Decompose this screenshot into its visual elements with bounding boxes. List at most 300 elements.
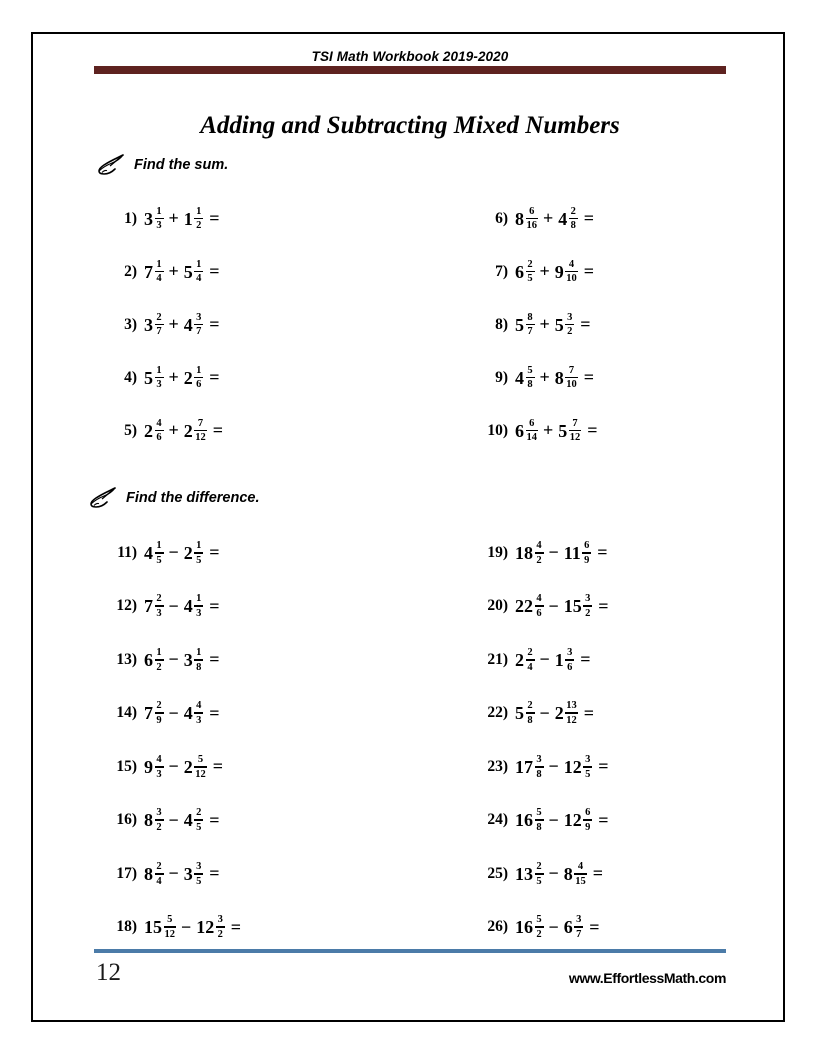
denominator: 5 <box>196 875 202 887</box>
numerator: 8 <box>527 311 533 323</box>
mixed-number-left <box>515 807 544 833</box>
problem-column-right <box>410 580 787 634</box>
numerator: 5 <box>527 364 533 376</box>
operator: + <box>539 261 550 281</box>
fraction-bar <box>194 766 207 768</box>
whole-part: 2 <box>183 542 193 563</box>
fraction-part <box>535 914 544 940</box>
mixed-number-right <box>555 312 575 338</box>
problem-number: 2) <box>124 262 137 280</box>
equals-sign: = <box>598 809 609 830</box>
whole-part: 8 <box>563 863 573 884</box>
equals-sign: = <box>209 809 220 830</box>
mixed-number-right <box>184 206 204 232</box>
whole-part: 3 <box>183 649 193 670</box>
fraction-part <box>155 259 164 285</box>
fraction-bar <box>216 926 225 928</box>
problem-number: 4) <box>124 368 137 386</box>
fraction-part <box>194 312 203 338</box>
problem-column-right <box>410 245 787 298</box>
fraction-part <box>535 593 544 619</box>
operator: + <box>168 420 179 440</box>
fraction-part <box>535 754 544 780</box>
denominator: 3 <box>196 608 202 620</box>
mixed-number-left <box>144 593 164 619</box>
whole-part: 7 <box>144 596 153 617</box>
fraction-bar <box>535 552 544 554</box>
denominator: 4 <box>527 661 533 673</box>
fraction-part <box>582 540 591 566</box>
problem-number: 26) <box>487 918 508 936</box>
numerator: 4 <box>536 539 542 551</box>
page-title: Adding and Subtracting Mixed Numbers <box>200 111 620 139</box>
fraction-part <box>194 365 203 391</box>
section-label: Find the difference. <box>126 490 260 506</box>
equals-sign: = <box>212 756 224 777</box>
problem-row <box>33 192 787 245</box>
fraction-bar <box>155 712 164 714</box>
mixed-number-left <box>144 861 164 887</box>
problem-number: 13) <box>116 650 137 668</box>
website-url: www.EffortlessMath.com <box>568 970 726 986</box>
whole-part: 8 <box>144 810 153 831</box>
mixed-number-right <box>564 914 584 940</box>
whole-part: 4 <box>183 314 193 335</box>
fraction-part <box>194 647 203 673</box>
mixed-number-right <box>184 807 204 833</box>
equals-sign: = <box>212 420 224 440</box>
numerator: 1 <box>156 364 162 376</box>
fraction-bar <box>194 712 203 714</box>
whole-part: 2 <box>183 756 193 777</box>
fraction-bar <box>565 271 578 273</box>
mixed-number-right <box>555 259 578 285</box>
problem-row <box>33 687 787 741</box>
problem-row <box>33 298 787 351</box>
fraction-part <box>535 540 544 566</box>
fraction-part <box>194 593 203 619</box>
fraction-part <box>194 861 203 887</box>
fraction-bar <box>535 873 544 875</box>
fraction-bar <box>155 552 164 554</box>
problem-number: 25) <box>487 864 508 882</box>
equals-sign: = <box>209 367 220 387</box>
numerator: 2 <box>156 860 162 872</box>
fraction-bar <box>155 430 164 432</box>
problem-item <box>113 687 410 741</box>
problem-number: 15) <box>116 757 137 775</box>
mixed-number-right <box>564 593 593 619</box>
mixed-number-left <box>515 647 535 673</box>
numerator: 7 <box>568 364 575 376</box>
numerator: 2 <box>536 860 542 872</box>
denominator: 2 <box>196 220 202 232</box>
problem-number: 8) <box>495 315 508 333</box>
numerator: 3 <box>585 753 591 765</box>
fraction-bar <box>526 377 535 379</box>
denominator: 12 <box>195 432 206 444</box>
operator: + <box>168 261 179 281</box>
fraction-part <box>526 312 535 338</box>
problem-item <box>113 192 410 245</box>
problem-item <box>484 794 787 848</box>
problem-number: 22) <box>487 704 508 722</box>
problem-row <box>33 404 787 457</box>
denominator: 5 <box>527 273 533 285</box>
problem-column-left <box>33 580 410 634</box>
denominator: 3 <box>156 220 162 232</box>
fraction-part <box>574 914 583 940</box>
operator: + <box>168 314 179 334</box>
mixed-number-left <box>515 700 535 726</box>
mixed-number-left <box>144 754 164 780</box>
numerator: 13 <box>566 700 577 712</box>
numerator: 2 <box>156 700 162 712</box>
mixed-number-left <box>515 418 538 444</box>
problem-number: 6) <box>495 209 508 227</box>
mixed-number-right <box>184 647 204 673</box>
problem-number: 18) <box>116 918 137 936</box>
numerator: 1 <box>156 539 162 551</box>
fraction-bar <box>565 659 574 661</box>
mixed-number-right <box>564 540 592 566</box>
problem-number: 14) <box>116 704 137 722</box>
denominator: 8 <box>527 715 533 727</box>
denominator: 8 <box>536 822 542 834</box>
equals-sign: = <box>209 702 220 723</box>
denominator: 5 <box>196 822 202 834</box>
operator: + <box>543 420 554 440</box>
problem-item <box>484 847 787 901</box>
denominator: 6 <box>567 661 573 673</box>
mixed-number-right <box>555 365 578 391</box>
problem-column-left <box>33 526 410 580</box>
operator: − <box>168 863 179 884</box>
numerator: 6 <box>529 205 535 217</box>
denominator: 2 <box>567 326 573 338</box>
mixed-number-right <box>555 700 578 726</box>
problem-column-left <box>33 404 410 457</box>
whole-part: 8 <box>554 367 564 388</box>
whole-part: 12 <box>196 917 215 938</box>
fraction-part <box>194 418 207 444</box>
numerator: 6 <box>585 807 591 819</box>
whole-part: 12 <box>563 756 582 777</box>
fraction-part <box>583 807 592 833</box>
fraction-bar <box>535 926 544 928</box>
denominator: 14 <box>526 432 537 444</box>
denominator: 3 <box>156 608 162 620</box>
whole-part: 5 <box>515 314 524 335</box>
mixed-number-left <box>515 861 544 887</box>
mixed-number-right <box>184 418 207 444</box>
operator: − <box>539 702 550 723</box>
numerator: 4 <box>577 860 584 872</box>
denominator: 8 <box>570 220 576 232</box>
operator: − <box>548 863 559 884</box>
fraction-part <box>194 807 203 833</box>
whole-part: 3 <box>183 863 193 884</box>
fraction-part <box>155 206 164 232</box>
fraction-part <box>535 807 544 833</box>
fraction-bar <box>565 712 578 714</box>
fraction-part <box>155 754 164 780</box>
problem-column-left <box>33 633 410 687</box>
numerator: 6 <box>584 539 590 551</box>
fraction-bar <box>194 377 203 379</box>
fraction-bar <box>194 271 203 273</box>
numerator: 1 <box>196 593 202 605</box>
problem-item <box>113 847 410 901</box>
whole-part: 6 <box>515 261 524 282</box>
denominator: 5 <box>196 554 202 566</box>
fraction-bar <box>194 819 203 821</box>
fraction-part <box>526 700 535 726</box>
problem-column-right <box>410 633 787 687</box>
problem-column-right <box>410 351 787 404</box>
mixed-number-right <box>184 593 204 619</box>
numerator: 5 <box>197 753 204 765</box>
whole-part: 7 <box>144 261 153 282</box>
numerator: 4 <box>568 258 575 270</box>
fraction-bar <box>569 430 582 432</box>
whole-part: 4 <box>558 208 568 229</box>
whole-part: 4 <box>144 542 153 563</box>
operator: − <box>168 649 179 670</box>
mixed-number-right <box>564 754 593 780</box>
mixed-number-left <box>515 206 538 232</box>
fraction-bar <box>155 819 164 821</box>
whole-part: 4 <box>515 367 524 388</box>
mixed-number-right <box>184 312 204 338</box>
problem-row <box>33 740 787 794</box>
fraction-bar <box>194 873 203 875</box>
denominator: 5 <box>156 554 162 566</box>
whole-part: 18 <box>515 542 533 563</box>
problem-column-left <box>33 901 410 955</box>
problem-column-left <box>33 351 410 404</box>
numerator: 5 <box>536 807 542 819</box>
problem-list-find-the-difference <box>33 526 787 954</box>
numerator: 2 <box>156 593 162 605</box>
problem-row <box>33 901 787 955</box>
problem-item <box>113 351 410 404</box>
operator: − <box>548 916 559 937</box>
mixed-number-right <box>558 206 578 232</box>
denominator: 4 <box>156 273 162 285</box>
denominator: 5 <box>585 768 591 780</box>
problem-item <box>484 351 787 404</box>
whole-part: 5 <box>554 314 564 335</box>
whole-part: 2 <box>554 703 564 724</box>
mixed-number-right <box>555 647 575 673</box>
equals-sign: = <box>209 649 220 670</box>
fraction-part <box>526 206 539 232</box>
whole-part: 6 <box>563 917 573 938</box>
whole-part: 2 <box>183 420 193 441</box>
mixed-number-left <box>515 914 544 940</box>
mixed-number-right <box>564 807 593 833</box>
numerator: 2 <box>570 205 576 217</box>
fraction-part <box>155 593 164 619</box>
fraction-part <box>216 914 225 940</box>
equals-sign: = <box>209 261 220 281</box>
equals-sign: = <box>209 314 220 334</box>
fraction-bar <box>155 873 164 875</box>
problem-item <box>484 404 787 457</box>
whole-part: 9 <box>554 261 564 282</box>
denominator: 4 <box>156 875 162 887</box>
mixed-number-right <box>184 259 204 285</box>
fraction-part <box>583 593 592 619</box>
fraction-part <box>569 418 582 444</box>
problem-column-left <box>33 298 410 351</box>
numerator: 3 <box>536 753 542 765</box>
problem-column-left <box>33 794 410 848</box>
problem-number: 3) <box>124 315 137 333</box>
numerator: 1 <box>156 258 162 270</box>
mixed-number-left <box>515 312 535 338</box>
denominator: 3 <box>156 379 162 391</box>
problem-number: 23) <box>487 757 508 775</box>
fraction-part <box>194 206 203 232</box>
mixed-number-right <box>184 861 204 887</box>
problem-item <box>484 245 787 298</box>
problem-number: 5) <box>124 421 137 439</box>
problem-item <box>113 580 410 634</box>
page-content <box>33 34 787 1024</box>
denominator: 9 <box>585 822 591 834</box>
whole-part: 8 <box>144 863 153 884</box>
fraction-part <box>194 700 203 726</box>
fraction-bar <box>535 819 544 821</box>
denominator: 3 <box>196 715 202 727</box>
problem-item <box>113 404 410 457</box>
whole-part: 1 <box>183 208 193 229</box>
operator: − <box>548 542 559 563</box>
equals-sign: = <box>592 863 604 884</box>
mixed-number-left <box>515 365 535 391</box>
numerator: 5 <box>167 914 173 926</box>
problem-number: 17) <box>116 864 137 882</box>
denominator: 2 <box>536 554 542 566</box>
fraction-bar <box>583 766 592 768</box>
whole-part: 16 <box>515 810 533 831</box>
denominator: 7 <box>527 326 533 338</box>
problem-item <box>113 740 410 794</box>
denominator: 8 <box>536 768 542 780</box>
denominator: 10 <box>566 379 577 391</box>
fraction-bar <box>155 218 164 220</box>
problem-number: 10) <box>487 421 508 439</box>
problem-item <box>113 633 410 687</box>
problem-item <box>113 901 410 955</box>
whole-part: 4 <box>183 703 193 724</box>
mixed-number-left <box>144 259 164 285</box>
denominator: 6 <box>156 432 162 444</box>
operator: − <box>168 542 179 563</box>
problem-item <box>113 526 410 580</box>
denominator: 12 <box>164 929 175 941</box>
whole-part: 3 <box>144 314 153 335</box>
equals-sign: = <box>583 208 595 228</box>
section-heading-find-the-sum <box>97 154 228 176</box>
whole-part: 22 <box>515 596 533 617</box>
mixed-number-left <box>144 312 164 338</box>
problem-row <box>33 580 787 634</box>
fraction-bar <box>574 926 583 928</box>
operator: + <box>539 314 550 334</box>
fraction-part <box>155 418 164 444</box>
problem-number: 20) <box>487 597 508 615</box>
problem-row <box>33 847 787 901</box>
header-divider-rule <box>94 66 726 74</box>
numerator: 2 <box>527 700 533 712</box>
denominator: 6 <box>536 608 542 620</box>
fraction-part <box>194 754 207 780</box>
denominator: 7 <box>576 929 582 941</box>
operator: − <box>539 649 550 670</box>
fraction-bar <box>526 659 535 661</box>
numerator: 3 <box>567 646 573 658</box>
operator: − <box>548 809 559 830</box>
denominator: 2 <box>217 929 223 941</box>
mixed-number-right <box>564 861 587 887</box>
mixed-number-left <box>515 259 535 285</box>
mixed-number-right <box>184 754 207 780</box>
equals-sign: = <box>597 542 608 563</box>
denominator: 2 <box>156 822 162 834</box>
numerator: 7 <box>572 417 578 429</box>
whole-part: 4 <box>183 596 193 617</box>
whole-part: 2 <box>183 367 193 388</box>
problem-column-left <box>33 192 410 245</box>
problem-column-right <box>410 526 787 580</box>
whole-part: 5 <box>183 261 193 282</box>
equals-sign: = <box>580 314 591 334</box>
fraction-bar <box>155 377 164 379</box>
equals-sign: = <box>209 863 220 884</box>
operator: − <box>181 916 192 937</box>
fraction-part <box>565 259 578 285</box>
denominator: 12 <box>195 768 206 780</box>
equals-sign: = <box>230 916 242 937</box>
problem-column-right <box>410 901 787 955</box>
operator: − <box>168 809 179 830</box>
equals-sign: = <box>598 756 609 777</box>
whole-part: 2 <box>144 420 153 441</box>
numerator: 3 <box>196 860 202 872</box>
mixed-number-right <box>196 914 225 940</box>
problem-item <box>113 794 410 848</box>
fraction-part <box>565 647 574 673</box>
numerator: 1 <box>196 258 202 270</box>
equals-sign: = <box>580 649 591 670</box>
fraction-bar <box>526 271 535 273</box>
denominator: 9 <box>156 715 162 727</box>
operator: + <box>168 367 179 387</box>
numerator: 1 <box>196 539 202 551</box>
mixed-number-left <box>144 700 164 726</box>
numerator: 3 <box>156 807 162 819</box>
problem-number: 9) <box>495 368 508 386</box>
fraction-bar <box>526 324 535 326</box>
problem-column-right <box>410 687 787 741</box>
mixed-number-left <box>515 540 544 566</box>
whole-part: 8 <box>515 208 524 229</box>
problem-number: 11) <box>117 543 137 561</box>
operator: + <box>543 208 554 228</box>
